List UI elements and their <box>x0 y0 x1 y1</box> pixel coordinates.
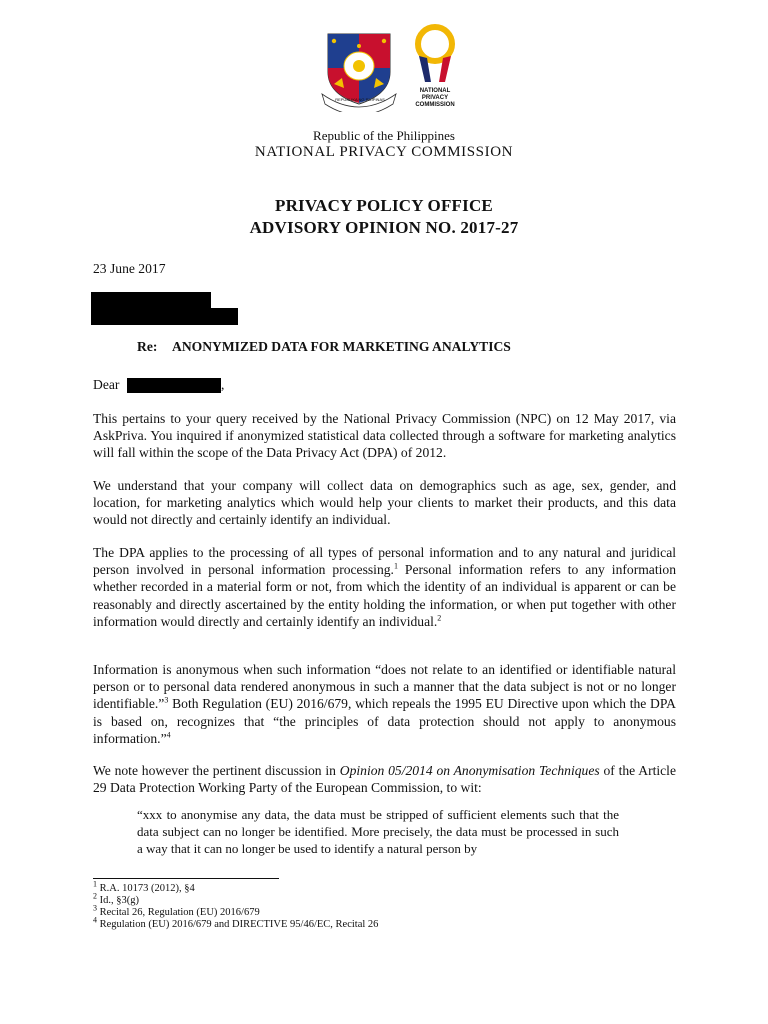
re-label: Re: <box>137 339 158 354</box>
paragraph-query: This pertains to your query received by the National Privacy Commission (NPC) on 12 May 2017, via AskPriva. You inquired if anonymized statistical data collected through a software for marketing analytics will fall within the scope of the Data Privacy Act (DPA) of 2012. <box>93 411 676 461</box>
npc-logo-line: PRIVACY <box>421 95 449 101</box>
footnote-text: Recital 26, Regulation (EU) 2016/679 <box>99 907 260 918</box>
opinion-title: Opinion 05/2014 on Anonymisation Techniques <box>339 763 600 778</box>
paragraph-dpa-scope <box>93 544 676 630</box>
letter-date: 23 June 2017 <box>93 261 166 276</box>
opinion-number: ADVISORY OPINION NO. 2017-27 <box>249 218 519 237</box>
footnote-number: 1 <box>93 879 97 889</box>
npc-logo-line: COMMISSION <box>415 102 455 108</box>
npc-logo-line: NATIONAL <box>419 88 451 94</box>
footnote-ref: 4 <box>166 730 171 740</box>
seal-ribbon-text: REPUBLIKA NG PILIPINAS <box>335 97 385 102</box>
footnote-ref: 2 <box>437 613 442 623</box>
footnote <box>93 891 139 907</box>
paragraph-understanding: We understand that your company will collect data on demographics such as age, sex, gender, and location, for marketing analytics which would help your clients to market their products, and this data would not directly and certainly identify an individual. <box>93 478 676 528</box>
salutation-comma: , <box>221 377 225 392</box>
footnote-text: Regulation (EU) 2016/679 and DIRECTIVE 95/46/EC, Recital 26 <box>99 919 379 930</box>
redacted-addressee-line2 <box>91 308 238 325</box>
paragraph-opinion-text-a: We note however the pertinent discussion in <box>93 763 340 778</box>
paragraph-anonymous-text-a: Information is anonymous when such information “does not relate to an identified or identifiable natural person or to personal data rendered anonymous in such a manner that the data subject is not or no longer identifiable.” <box>93 662 676 712</box>
paragraph-opinion-reference <box>93 762 676 796</box>
paragraph-anonymous-definition <box>93 661 676 747</box>
paragraph-anonymous-text-b: Both Regulation (EU) 2016/679, which repeals the 1995 EU Directive upon which the DPA is based on, recognizes that “the principles of data protection should not apply to anonymous information.” <box>93 696 676 746</box>
paragraph-dpa-scope-text-b: Personal information refers to any information whether recorded in a material form or not, from which the identity of an individual is apparent or can be reasonably and directly ascertained by the entity holding the information, or when put together with other information would directly and certainly identify an individual. <box>93 562 676 629</box>
footnote-number: 3 <box>93 903 97 913</box>
footnote <box>93 879 195 895</box>
footnote-divider <box>93 878 279 879</box>
npc-logo-text <box>405 88 465 109</box>
footnote-text: Id., §3(g) <box>99 895 139 906</box>
footnote-ref: 3 <box>164 695 169 705</box>
npc-keyhole-logo <box>411 24 459 86</box>
footnote <box>93 915 379 931</box>
salutation <box>93 377 225 393</box>
re-subject: ANONYMIZED DATA FOR MARKETING ANALYTICS <box>172 339 511 354</box>
footnote-number: 4 <box>93 915 97 925</box>
footnote-ref: 1 <box>393 561 398 571</box>
commission-line: NATIONAL PRIVACY COMMISSION <box>254 144 514 160</box>
redacted-addressee-line1 <box>91 292 211 309</box>
footnote-number: 2 <box>93 891 97 901</box>
footnote <box>93 903 260 919</box>
salutation-dear: Dear <box>93 377 120 392</box>
block-quote: “xxx to anonymise any data, the data must be stripped of sufficient elements such that the data subject can no longer be identified. More precisely, the data must be processed in such a way that it can no longer be used to identify a natural person by <box>137 807 619 856</box>
paragraph-opinion-text-b: of the Article 29 Data Protection Working Party of the European Commission, to wit: <box>93 763 676 796</box>
footnote-text: R.A. 10173 (2012), §4 <box>99 883 195 894</box>
paragraph-dpa-scope-text-a: The DPA applies to the processing of all types of personal information and to any natural and juridical person involved in personal information processing. <box>93 545 676 578</box>
redacted-recipient-name <box>127 378 221 393</box>
office-title: PRIVACY POLICY OFFICE <box>275 196 493 215</box>
republic-line: Republic of the Philippines <box>313 128 455 143</box>
